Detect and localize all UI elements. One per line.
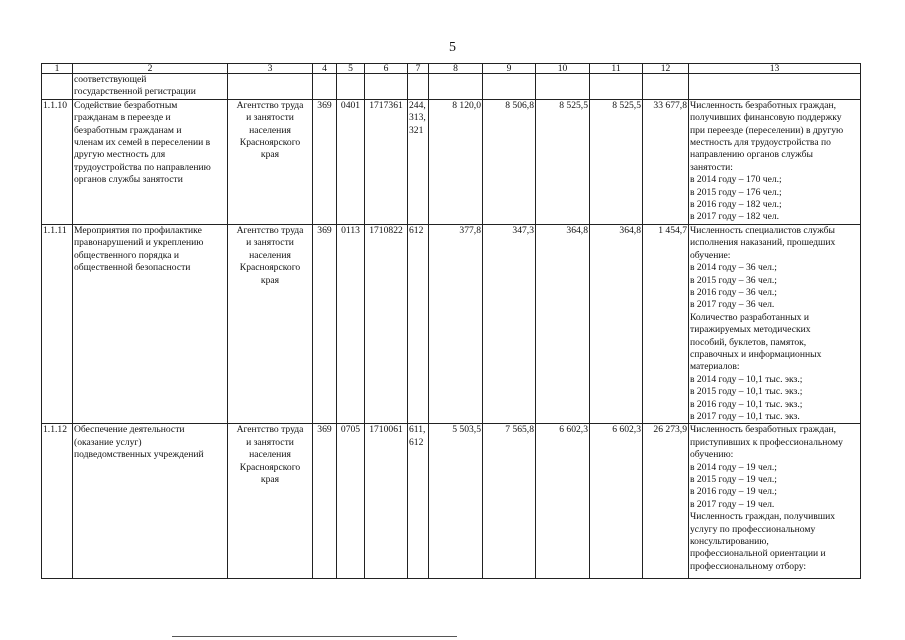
responsible-agency-line: Агентство труда bbox=[236, 99, 304, 111]
expected-result-line: материалов: bbox=[690, 361, 740, 373]
expected-result bbox=[689, 99, 861, 224]
amount-2017: 6 602,3 bbox=[590, 424, 643, 579]
expected-result-line: профессиональному отбору: bbox=[690, 560, 807, 572]
expected-result-line: пособий, буклетов, памяток, bbox=[690, 336, 807, 348]
expected-result-line: в 2016 году – 182 чел.; bbox=[690, 199, 782, 211]
expected-result-line: в 2016 году – 19 чел.; bbox=[690, 486, 777, 498]
section-code bbox=[337, 74, 365, 100]
measure-name-line: Содействие безработным bbox=[74, 99, 178, 111]
target-item-code bbox=[365, 74, 408, 100]
amount-2015: 8 506,8 bbox=[483, 99, 536, 224]
section-code: 0705 bbox=[337, 424, 365, 579]
expected-result-line: местность для трудоустройства по bbox=[690, 137, 831, 149]
amount-2015: 7 565,8 bbox=[483, 424, 536, 579]
responsible-agency bbox=[228, 224, 313, 424]
expense-type-code-line: 244, bbox=[409, 99, 426, 111]
measure-name-line: гражданам в переезде и bbox=[74, 112, 171, 124]
responsible-agency-line: края bbox=[260, 474, 280, 485]
expected-result-line: в 2016 году – 10,1 тыс. экз.; bbox=[690, 398, 803, 410]
measure-name-line: безработным гражданам и bbox=[74, 124, 182, 136]
measure-name-line: подведомственных учреждений bbox=[74, 449, 204, 461]
column-number: 6 bbox=[365, 64, 408, 74]
responsible-agency-line: населения bbox=[249, 124, 291, 136]
column-number: 13 bbox=[689, 64, 861, 74]
expected-result-line: в 2017 году – 19 чел. bbox=[690, 498, 775, 510]
expected-result-line: профессиональной ориентации и bbox=[690, 548, 826, 560]
responsible-agency-line: Агентство труда bbox=[236, 424, 304, 436]
expected-result-line: в 2017 году – 182 чел. bbox=[690, 211, 780, 223]
responsible-agency-line: края bbox=[260, 149, 280, 161]
column-number: 10 bbox=[536, 64, 590, 74]
responsible-agency bbox=[228, 99, 313, 224]
responsible-agency bbox=[228, 424, 313, 579]
amount-2015: 347,3 bbox=[483, 224, 536, 424]
amount-total: 33 677,8 bbox=[643, 99, 689, 224]
measure-name-line: другую местность для bbox=[74, 149, 166, 161]
column-number: 9 bbox=[483, 64, 536, 74]
column-number: 4 bbox=[313, 64, 337, 74]
expense-type-code bbox=[408, 99, 429, 224]
target-item-code: 1717361 bbox=[365, 99, 408, 224]
ministry-code: 369 bbox=[313, 424, 337, 579]
measure-name-line: (оказание услуг) bbox=[74, 436, 142, 448]
amount-2017 bbox=[590, 74, 643, 100]
expense-type-code-line: 612 bbox=[409, 224, 424, 236]
item-number: 1.1.11 bbox=[42, 224, 73, 424]
item-number: 1.1.12 bbox=[42, 424, 73, 579]
responsible-agency-line: Красноярского bbox=[239, 262, 301, 274]
table-row bbox=[42, 424, 861, 579]
amount-2016: 6 602,3 bbox=[536, 424, 590, 579]
measure-name-line: правонарушений и укреплению bbox=[74, 237, 204, 249]
column-number: 2 bbox=[73, 64, 228, 74]
expected-result-line: в 2014 году – 36 чел.; bbox=[690, 262, 777, 274]
responsible-agency-line: и занятости bbox=[246, 436, 294, 448]
measure-name-line: членам их семей в переселении в bbox=[74, 137, 211, 149]
expected-result-line: тиражируемых методических bbox=[690, 324, 811, 336]
amount-2016 bbox=[536, 74, 590, 100]
column-number: 7 bbox=[408, 64, 429, 74]
amount-2017: 364,8 bbox=[590, 224, 643, 424]
measure-name-line: общественной безопасности bbox=[74, 262, 191, 274]
responsible-agency-line: Красноярского bbox=[239, 461, 301, 473]
expected-result-line: Численность специалистов службы bbox=[690, 224, 835, 236]
target-item-code: 1710822 bbox=[365, 224, 408, 424]
column-number-row bbox=[42, 64, 861, 74]
expected-result-line: в 2016 году – 36 чел.; bbox=[690, 286, 777, 298]
responsible-agency-line: населения bbox=[249, 249, 291, 261]
expense-type-code-line: 611, bbox=[409, 424, 426, 436]
footer-rule bbox=[172, 636, 457, 637]
measure-name bbox=[73, 74, 228, 100]
expected-result-line: получивших финансовую поддержку bbox=[690, 112, 842, 124]
measure-name-line: государственной регистрации bbox=[74, 86, 196, 98]
measure-name-line: Мероприятия по профилактике bbox=[74, 224, 202, 236]
expected-result-line: в 2017 году – 10,1 тыс. экз. bbox=[690, 410, 800, 422]
expected-result-line: исполнения наказаний, прошедших bbox=[690, 237, 836, 249]
expected-result-line: в 2015 году – 176 чел.; bbox=[690, 186, 782, 198]
expense-type-code-line: 612 bbox=[409, 436, 424, 448]
responsible-agency bbox=[228, 74, 313, 100]
amount-2017: 8 525,5 bbox=[590, 99, 643, 224]
ministry-code: 369 bbox=[313, 99, 337, 224]
expected-result-line: в 2014 году – 10,1 тыс. экз.; bbox=[690, 373, 803, 385]
expected-result-line: приступивших к профессиональному bbox=[690, 436, 843, 448]
expense-type-code bbox=[408, 74, 429, 100]
measure-name-line: общественного порядка и bbox=[74, 249, 180, 261]
amount-2014: 5 503,5 bbox=[429, 424, 483, 579]
amount-2015 bbox=[483, 74, 536, 100]
expected-result-line: в 2015 году – 10,1 тыс. экз.; bbox=[690, 386, 803, 398]
column-number: 5 bbox=[337, 64, 365, 74]
expected-result-line: Количество разработанных и bbox=[690, 311, 810, 323]
responsible-agency-line: Агентство труда bbox=[236, 224, 304, 236]
expected-result-line: справочных и информационных bbox=[690, 348, 822, 360]
expense-type-code bbox=[408, 424, 429, 579]
amount-2014 bbox=[429, 74, 483, 100]
item-number: 1.1.10 bbox=[42, 99, 73, 224]
column-number: 1 bbox=[42, 64, 73, 74]
expected-result-line: при переезде (переселении) в другую bbox=[690, 124, 844, 136]
responsible-agency-line: Красноярского bbox=[239, 137, 301, 149]
responsible-agency-line: населения bbox=[249, 449, 291, 461]
expected-result-line: услугу по профессиональному bbox=[690, 523, 816, 535]
amount-2016: 8 525,5 bbox=[536, 99, 590, 224]
expected-result-line: Численность безработных граждан, bbox=[690, 99, 836, 111]
expected-result-line: в 2015 году – 36 чел.; bbox=[690, 274, 777, 286]
responsible-agency-line: и занятости bbox=[246, 237, 294, 249]
responsible-agency-line: и занятости bbox=[246, 112, 294, 124]
expected-result-line: обучению: bbox=[690, 449, 734, 461]
expected-result-line: обучение: bbox=[690, 249, 731, 261]
expected-result-line: в 2017 году – 36 чел. bbox=[690, 299, 775, 311]
ministry-code: 369 bbox=[313, 224, 337, 424]
expected-result-line: Численность безработных граждан, bbox=[690, 424, 836, 436]
column-number: 11 bbox=[590, 64, 643, 74]
amount-2014: 8 120,0 bbox=[429, 99, 483, 224]
measure-name bbox=[73, 224, 228, 424]
expected-result-line: направлению органов службы bbox=[690, 149, 813, 161]
table-row bbox=[42, 74, 861, 100]
expected-result bbox=[689, 74, 861, 100]
expense-type-code bbox=[408, 224, 429, 424]
column-number: 3 bbox=[228, 64, 313, 74]
expected-result-line: Численность граждан, получивших bbox=[690, 511, 836, 523]
column-number: 8 bbox=[429, 64, 483, 74]
amount-2014: 377,8 bbox=[429, 224, 483, 424]
item-number bbox=[42, 74, 73, 100]
expected-result-line: в 2014 году – 170 чел.; bbox=[690, 174, 782, 186]
measure-name bbox=[73, 99, 228, 224]
expected-result-line: в 2014 году – 19 чел.; bbox=[690, 461, 777, 473]
expected-result-line: в 2015 году – 19 чел.; bbox=[690, 474, 777, 485]
amount-2016: 364,8 bbox=[536, 224, 590, 424]
section-code: 0401 bbox=[337, 99, 365, 224]
table-row bbox=[42, 224, 861, 424]
responsible-agency-line: края bbox=[260, 274, 280, 286]
measure-name-line: трудоустройства по направлению bbox=[74, 161, 211, 173]
section-code: 0113 bbox=[337, 224, 365, 424]
table-row bbox=[42, 99, 861, 224]
budget-table bbox=[41, 63, 861, 579]
measure-name-line: органов службы занятости bbox=[74, 174, 183, 186]
amount-total bbox=[643, 74, 689, 100]
expected-result-line: консультированию, bbox=[690, 536, 769, 548]
expense-type-code-line: 321 bbox=[409, 124, 424, 136]
ministry-code bbox=[313, 74, 337, 100]
target-item-code: 1710061 bbox=[365, 424, 408, 579]
measure-name bbox=[73, 424, 228, 579]
expense-type-code-line: 313, bbox=[409, 112, 426, 124]
expected-result bbox=[689, 224, 861, 424]
measure-name-line: соответствующей bbox=[74, 74, 147, 85]
column-number: 12 bbox=[643, 64, 689, 74]
amount-total: 1 454,7 bbox=[643, 224, 689, 424]
amount-total: 26 273,9 bbox=[643, 424, 689, 579]
page-number: 5 bbox=[449, 40, 456, 55]
expected-result bbox=[689, 424, 861, 579]
measure-name-line: Обеспечение деятельности bbox=[74, 424, 185, 436]
expected-result-line: занятости: bbox=[690, 161, 733, 173]
